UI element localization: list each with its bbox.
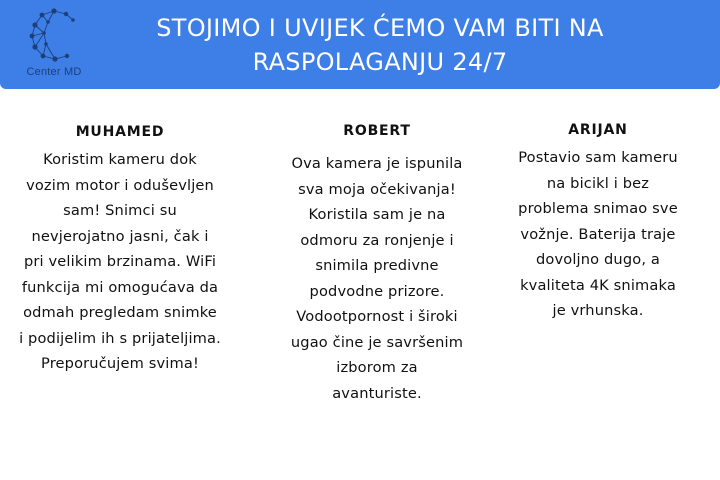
testimonial-line: ugao čine je savršenim — [290, 333, 464, 351]
testimonial-line: problema snimao sve — [518, 200, 678, 217]
testimonial-line: Preporučujem svima! — [41, 355, 199, 372]
testimonial-text — [0, 147, 240, 377]
center-md-logo — [14, 6, 94, 82]
testimonial-line: Koristila sam je na — [308, 206, 446, 223]
testimonial-line: podvodne prizore. — [309, 282, 445, 300]
testimonial-text — [257, 151, 497, 406]
testimonial-arijan — [478, 121, 718, 324]
testimonial-line: snimila predivne — [315, 257, 439, 274]
logo-c-dots-icon — [26, 6, 82, 64]
testimonial-line: i podijelim ih s prijateljima. — [19, 329, 221, 347]
testimonial-line: Postavio sam kameru — [518, 149, 678, 166]
testimonial-name: ARIJAN — [568, 122, 628, 138]
testimonial-line: je vrhunska. — [552, 302, 644, 319]
testimonial-line: nevjerojatno jasni, čak i — [31, 227, 209, 245]
testimonial-name: MUHAMED — [75, 124, 165, 140]
headline-line-1: STOJIMO I UVIJEK ĆEMO VAM BITI NA — [156, 14, 604, 42]
testimonial-muhamed — [0, 123, 240, 377]
testimonial-line: funkcija mi omogućava da — [21, 278, 219, 296]
testimonial-line: avanturiste. — [332, 384, 422, 402]
testimonial-line: pri velikim brzinama. WiFi — [23, 253, 217, 270]
testimonial-line: dovoljno dugo, a — [535, 251, 660, 268]
testimonial-line: sam! Snimci su — [63, 202, 177, 219]
header-banner — [0, 0, 720, 89]
testimonial-line: izborom za — [336, 359, 418, 376]
testimonial-line: odmoru za ronjenje i — [300, 231, 454, 249]
testimonial-robert — [257, 122, 497, 406]
logo-text: Center MD — [26, 66, 82, 78]
headline-line-2: RASPOLAGANJU 24/7 — [252, 48, 508, 76]
testimonial-line: odmah pregledam snimke — [23, 304, 217, 321]
testimonial-line: vožnje. Baterija traje — [520, 225, 676, 243]
testimonial-line: sva moja očekivanja! — [298, 180, 456, 198]
testimonial-line: Ova kamera je ispunila — [291, 155, 463, 172]
headline — [90, 11, 670, 79]
testimonial-line: na bicikl i bez — [546, 174, 650, 192]
testimonial-text — [478, 145, 718, 324]
testimonial-line: Vodootpornost i široki — [296, 308, 458, 325]
testimonial-line: kvaliteta 4K snimaka — [520, 276, 676, 294]
testimonial-line: Koristim kameru dok — [43, 151, 197, 168]
testimonial-line: vozim motor i oduševljen — [26, 176, 214, 194]
testimonial-name: ROBERT — [343, 123, 411, 139]
